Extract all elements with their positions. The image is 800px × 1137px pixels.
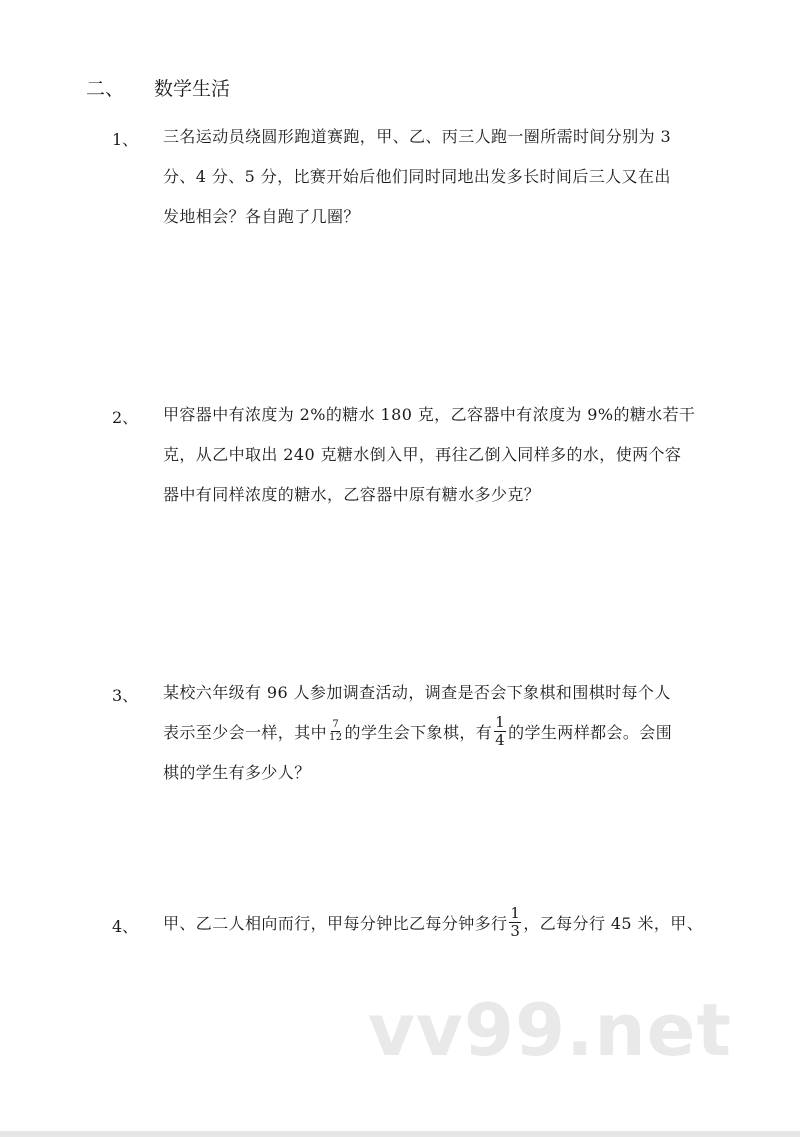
question-4-line-1-part-b: ，乙每分行 45 米，甲、: [523, 914, 704, 933]
question-4-line-1-part-a: 甲、乙二人相向而行，甲每分钟比乙每分钟多行: [163, 914, 508, 933]
question-3-number: 3、: [112, 686, 139, 705]
question-2-line-1: 甲容器中有浓度为 2%的糖水 180 克，乙容器中有浓度为 9%的糖水若干: [163, 405, 696, 424]
question-4-text: [163, 904, 704, 944]
fraction-seven-twelfths: [329, 720, 343, 743]
question-1-line-1: 三名运动员绕圆形跑道赛跑，甲、乙、丙三人跑一圈所需时间分别为 3: [163, 127, 672, 146]
fraction-numerator: 1: [510, 904, 521, 922]
question-3-line-1: 某校六年级有 96 人参加调查活动，调查是否会下象棋和围棋时每个人: [163, 683, 671, 702]
question-1-line-3: 发地相会？各自跑了几圈？: [163, 207, 360, 226]
question-1-line-2: 分、4 分、5 分，比赛开始后他们同时同地出发多长时间后三人又在出: [163, 167, 671, 186]
watermark: vv99.net: [368, 988, 732, 1072]
fraction-denominator: 3: [510, 922, 521, 940]
question-2-line-3: 器中有同样浓度的糖水，乙容器中原有糖水多少克？: [163, 485, 541, 504]
question-3-line-2: [163, 713, 693, 753]
fraction-denominator: 4: [495, 731, 506, 749]
question-1-text: [163, 117, 693, 237]
question-1-number: 1、: [112, 130, 139, 149]
question-4-number: 4、: [112, 917, 139, 936]
page-bottom-edge: [0, 1131, 800, 1137]
question-3-line-2-part-b: 的学生会下象棋，有: [344, 723, 493, 742]
question-2-number: 2、: [112, 408, 139, 427]
section-number: 二、: [86, 78, 125, 100]
fraction-one-third: [509, 906, 521, 939]
question-3-line-3: 棋的学生有多少人？: [163, 763, 311, 782]
question-3-text: [163, 673, 693, 793]
question-4-line-1: [163, 904, 704, 944]
question-3-line-2-part-c: 的学生两样都会。会围: [508, 723, 673, 742]
section-title: 数学生活: [154, 78, 231, 100]
fraction-numerator: 1: [495, 713, 506, 731]
fraction-one-quarter: [494, 715, 506, 748]
fraction-numerator: 7: [332, 719, 340, 730]
fraction-denominator: 12: [329, 732, 343, 743]
question-3-line-2-part-a: 表示至少会一样，其中: [163, 723, 328, 742]
section-heading: [86, 74, 230, 101]
question-2-line-2: 克，从乙中取出 240 克糖水倒入甲，再往乙倒入同样多的水，使两个容: [163, 445, 682, 464]
question-2-text: [163, 395, 696, 515]
